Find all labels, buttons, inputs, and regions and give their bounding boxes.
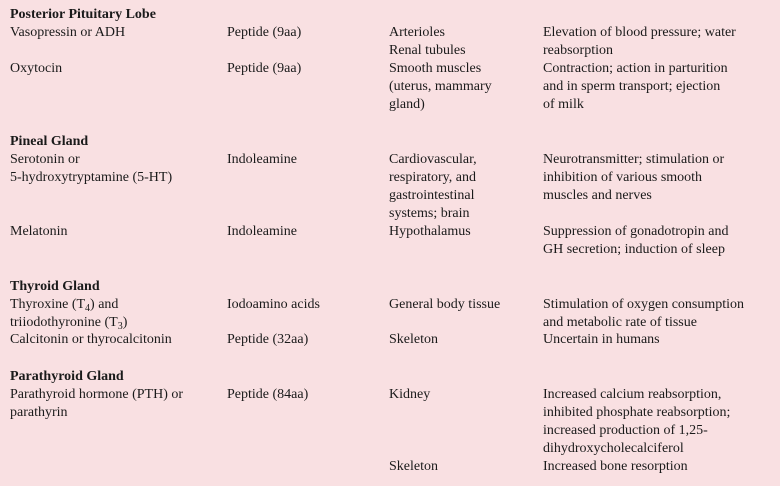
action-cell xyxy=(543,151,780,205)
chemical-type-cell: Peptide (9aa) xyxy=(227,25,302,40)
chemical-type-cell: Peptide (32aa) xyxy=(227,332,309,347)
action-line: dihydroxycholecalciferol xyxy=(543,441,684,456)
target-line: gastrointestinal xyxy=(389,188,475,203)
target-line: systems; brain xyxy=(389,206,470,221)
target-cell xyxy=(389,24,535,60)
hormone-name xyxy=(10,296,236,314)
chemical-type-cell: Indoleamine xyxy=(227,224,297,239)
target-line: (uterus, mammary xyxy=(389,79,492,94)
hormone-name-text: triiodothyronine (T xyxy=(10,315,118,330)
hormone-cell xyxy=(10,24,236,42)
target-line: Kidney xyxy=(389,387,431,402)
action-line: Suppression of gonadotropin and xyxy=(543,224,729,239)
target-cell xyxy=(389,223,535,241)
action-line: muscles and nerves xyxy=(543,188,652,203)
target-line: Renal tubules xyxy=(389,43,466,58)
action-line: of milk xyxy=(543,97,584,112)
target-cell xyxy=(389,386,535,404)
hormone-cell xyxy=(10,223,236,241)
subscript: 3 xyxy=(117,321,123,332)
action-cell xyxy=(543,24,780,60)
chemical-type-cell: Peptide (84aa) xyxy=(227,387,309,402)
target-cell xyxy=(389,151,549,223)
target-cell xyxy=(389,60,549,114)
section-heading-pineal: Pineal Gland xyxy=(10,134,89,149)
section-heading-thyroid: Thyroid Gland xyxy=(10,279,100,294)
action-line: inhibited phosphate reabsorption; xyxy=(543,405,731,420)
hormone-name-text: Thyroxine (T xyxy=(10,297,86,312)
target-line: Skeleton xyxy=(389,332,438,347)
chemical-type-cell: Iodoamino acids xyxy=(227,297,320,312)
chemical-type-cell: Peptide (9aa) xyxy=(227,61,302,76)
section-heading-posterior-pituitary: Posterior Pituitary Lobe xyxy=(10,7,156,22)
hormone-cell xyxy=(10,386,236,422)
action-cell xyxy=(543,386,780,458)
action-line: increased production of 1,25- xyxy=(543,423,708,438)
action-cell xyxy=(543,458,780,476)
target-line: gland) xyxy=(389,97,425,112)
action-line: Increased bone resorption xyxy=(543,459,688,474)
hormone-name: Oxytocin xyxy=(10,61,63,76)
action-cell xyxy=(543,331,780,349)
action-line: Stimulation of oxygen consumption xyxy=(543,297,745,312)
subscript: 4 xyxy=(85,303,91,314)
action-cell xyxy=(543,60,780,114)
target-cell xyxy=(389,331,535,349)
section-heading-parathyroid: Parathyroid Gland xyxy=(10,369,124,384)
target-line: Hypothalamus xyxy=(389,224,471,239)
action-cell xyxy=(543,223,780,259)
hormone-name: 5-hydroxytryptamine (5-HT) xyxy=(10,170,173,185)
hormone-name: Calcitonin or thyrocalcitonin xyxy=(10,332,172,347)
action-line: Elevation of blood pressure; water xyxy=(543,25,736,40)
hormone-cell xyxy=(10,296,236,332)
hormone-name: Serotonin or xyxy=(10,152,80,167)
target-line: General body tissue xyxy=(389,297,501,312)
target-line: respiratory, and xyxy=(389,170,476,185)
action-cell xyxy=(543,296,780,332)
hormone-name: Melatonin xyxy=(10,224,68,239)
target-cell xyxy=(389,458,535,476)
target-line: Arterioles xyxy=(389,25,445,40)
target-cell xyxy=(389,296,535,314)
hormone-name: Parathyroid hormone (PTH) or xyxy=(10,387,184,402)
target-line: Skeleton xyxy=(389,459,438,474)
action-line: Increased calcium reabsorption, xyxy=(543,387,722,402)
action-line: Contraction; action in parturition xyxy=(543,61,728,76)
action-line: reabsorption xyxy=(543,43,613,58)
action-line: Neurotransmitter; stimulation or xyxy=(543,152,725,167)
target-line: Cardiovascular, xyxy=(389,152,477,167)
hormone-name-text: ) and xyxy=(90,297,119,312)
action-line: Uncertain in humans xyxy=(543,332,660,347)
hormone-cell xyxy=(10,60,236,78)
hormone-name-text: ) xyxy=(122,315,128,330)
action-line: GH secretion; induction of sleep xyxy=(543,242,725,257)
hormone-name xyxy=(10,314,236,332)
target-line: Smooth muscles xyxy=(389,61,482,76)
hormone-name: parathyrin xyxy=(10,405,68,420)
hormone-cell xyxy=(10,151,236,187)
chemical-type-cell: Indoleamine xyxy=(227,152,297,167)
action-line: and in sperm transport; ejection xyxy=(543,79,721,94)
hormone-name: Vasopressin or ADH xyxy=(10,25,126,40)
action-line: inhibition of various smooth xyxy=(543,170,703,185)
action-line: and metabolic rate of tissue xyxy=(543,315,697,330)
hormone-cell xyxy=(10,331,236,349)
